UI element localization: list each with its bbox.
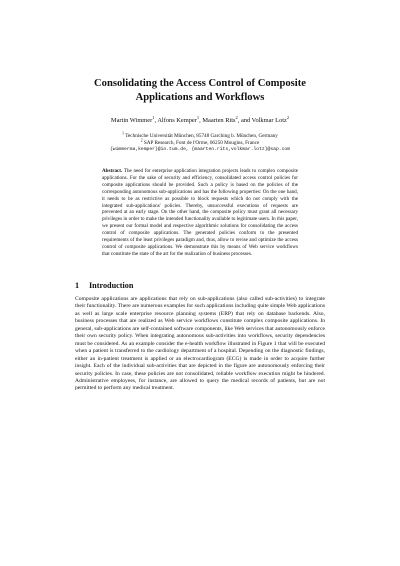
author-name: Martin Wimmer: [110, 117, 153, 124]
abstract-label: Abstract.: [102, 168, 123, 174]
author-name: Volkmar Lotz: [251, 117, 287, 124]
paper-title: [60, 77, 340, 105]
affiliation-text: Technische Universität München, 85748 Garching b. München, Germany: [125, 133, 278, 139]
author-conjunction: , and: [237, 117, 252, 124]
author-emails: {wimmerma,kemper}@in.tum.de, {maarten.rits,volkmar.lotz}@sap.com: [109, 146, 291, 152]
abstract-text: The need for enterprise application integration projects leads to complex composite applications. For the sake of security and efficiency, consolidated access control policies for composite applications should be provided. Such a policy is based on the policies of the corresponding autonomous sub-applications and has the following properties: On the one hand, it needs to be as restrictive as possible to block requests which do not comply with the integrated sub-applications' policies. Thereby, unsuccessful executions of requests are prevented at an early stage. On the other hand, the composite policy must grant all necessary privileges in order to make the intended functionality available to legitimate users. In this paper, we present our formal model and respective algorithmic solutions for consolidating the access control of composite applications. The generated policies conform to the presented requirements of the least privileges paradigm and, thus, allow to revise and optimize the access control of composite applications. We demonstrate this by means of Web service workflows that constitute the state of the art for the realization of business processes.: [102, 168, 298, 257]
author-affil-mark: 2: [235, 114, 238, 120]
affiliations: [40, 133, 360, 154]
affil-mark: 2: [140, 138, 143, 143]
body-paragraph: Composite applications are applications that rely on sub-applications (also called sub-activities) to integrate their functionality. There are numerous examples for such applications including quite simple Web applications as well as large scale enterprise resource planning systems (ERP) that rely on database backends. Also, business processes that are realized as Web service workflows constitute complex composite applications. In general, sub-applications are self-contained software components, like Web services that autonomously enforce their own security policy. When integrating autonomous sub-activities into workflows, security dependencies must be considered. As an example consider the e-health workflow illustrated in Figure 1 that will be executed when a patient is transferred to the cardiology department of a hospital. Depending on the diagnostic findings, either an in-patient treatment is applied or an electrocardiogram (ECG) is made in order to acquire further insight. Each of the individual sub-activities that are depicted in the figure are autonomously enforcing their security policies. In case, these policies are not consolidated, reliable workflow execution might be hindered. Administrative employees, for instance, are allowed to query the medical records of patients, but are not permitted to perform any medical treatment.: [75, 296, 325, 392]
section-number: 1: [75, 281, 80, 290]
title-line-1: Consolidating the Access Control of Composite: [94, 78, 306, 89]
author-name: Maarten Rits: [202, 117, 236, 124]
section-title: Introduction: [89, 281, 134, 290]
author-affil-mark: 2: [286, 114, 290, 120]
section-heading: [75, 281, 133, 291]
author-affil-mark: 1: [196, 114, 200, 120]
abstract: [102, 168, 298, 258]
title-line-2: Applications and Workflows: [135, 92, 265, 103]
author-affil-mark: 1: [152, 114, 155, 120]
affil-mark: 1: [122, 131, 124, 136]
affiliation-text: SAP Research, Font de l'Orme, 06250 Mougins, France: [143, 139, 260, 146]
author-name: Alfons Kemper: [157, 117, 197, 124]
author-list: Martin Wimmer$^1$, Alfons Kemper$^1$, Maarten Rits$^2$, and Volkmar Lotz$^2$: [110, 114, 290, 124]
affiliation-2: [40, 140, 360, 147]
